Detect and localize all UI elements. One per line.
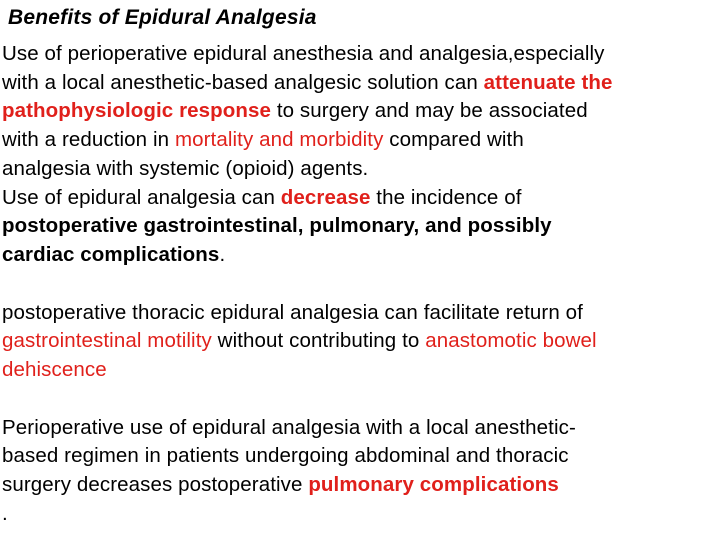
paragraph-spacer — [2, 270, 716, 299]
highlight-text: pathophysiologic response — [2, 99, 272, 123]
text-line: gastrointestinal motility without contributing to anastomotic bowel — [2, 329, 597, 353]
highlight-text: decrease — [280, 185, 371, 209]
paragraph-epidural-benefits — [2, 40, 716, 184]
slide-body — [2, 40, 716, 529]
text-line: analgesia with systemic (opioid) agents. — [2, 156, 369, 180]
highlight-text: pulmonary complications — [308, 473, 559, 497]
text-line: based regimen in patients undergoing abdominal and thoracic — [2, 444, 569, 468]
text-line: cardiac complications. — [2, 242, 226, 266]
highlight-text: anastomotic bowel — [425, 329, 597, 353]
slide-title: Benefits of Epidural Analgesia — [8, 6, 317, 29]
highlight-text: mortality and morbidity — [174, 128, 384, 152]
text-line: pathophysiologic response to surgery and may be associated — [2, 99, 588, 123]
text-line: with a reduction in mortality and morbidity compared with — [2, 128, 524, 152]
paragraph-complications — [2, 184, 716, 270]
highlight-text: attenuate the — [483, 70, 613, 94]
text-line: . — [2, 501, 8, 525]
highlight-text: gastrointestinal motility — [2, 329, 212, 353]
paragraph-pulmonary — [2, 414, 716, 529]
paragraph-spacer — [2, 385, 716, 414]
text-line: Perioperative use of epidural analgesia with a local anesthetic- — [2, 415, 576, 439]
text-line: surgery decreases postoperative pulmonary complications — [2, 473, 559, 497]
text-line: with a local anesthetic-based analgesic solution can attenuate the — [2, 70, 613, 94]
text-line: postoperative thoracic epidural analgesia can facilitate return of — [2, 300, 583, 324]
text-line: dehiscence — [2, 358, 107, 382]
text-line: Use of epidural analgesia can decrease the incidence of — [2, 185, 522, 209]
text-line: Use of perioperative epidural anesthesia and analgesia,especially — [2, 42, 605, 65]
text-line: postoperative gastrointestinal, pulmonary, and possibly — [2, 214, 552, 238]
paragraph-gi-motility — [2, 299, 716, 385]
